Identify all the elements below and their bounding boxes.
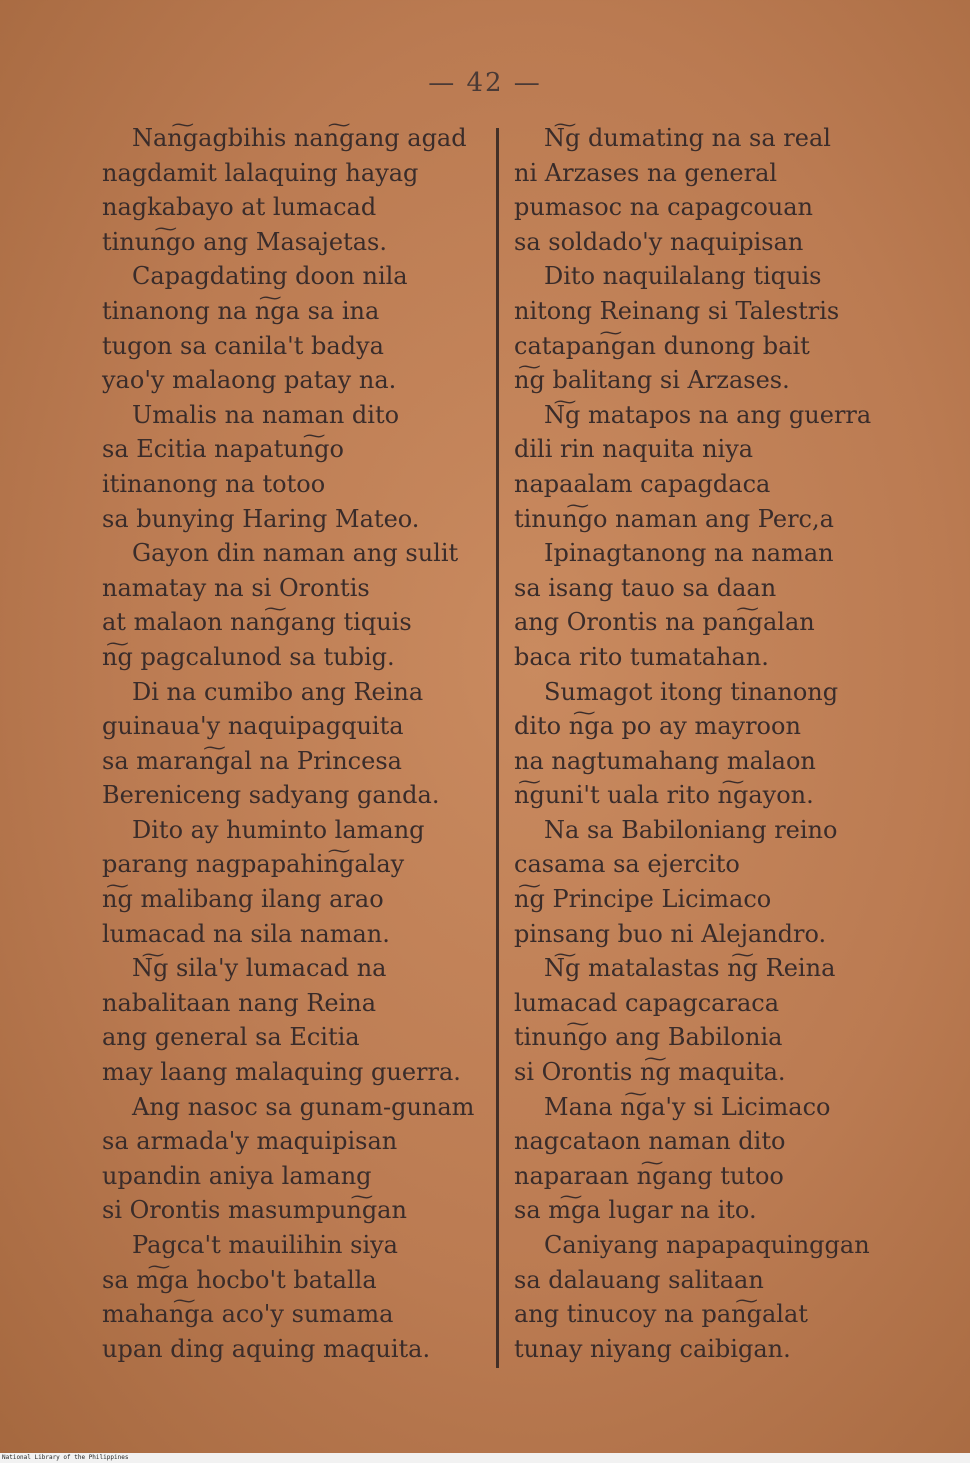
verse-line: Gayon din naman ang sulit: [132, 539, 459, 568]
verse-line: nagcataon naman dito: [514, 1127, 786, 1156]
verse-line: tugon sa canila't badya: [102, 331, 384, 360]
verse-line: nabalitaan nang Reina: [102, 988, 377, 1017]
verse-line: lumacad na sila naman.: [102, 919, 390, 948]
footer-credit: National Library of the Philippines: [0, 1453, 970, 1463]
column-divider: [496, 128, 499, 1368]
verse-line: tinun͠go ang Masajetas.: [102, 227, 387, 256]
verse-line: itinanong na totoo: [102, 469, 326, 498]
verse-line: sa maran͠gal na Princesa: [102, 746, 402, 775]
verse-line: n͠g pagcalunod sa tubig.: [102, 642, 395, 671]
verse-line: namatay na si Orontis: [102, 573, 370, 602]
verse-line: n͠guni't uala rito n͠gayon.: [514, 781, 814, 810]
verse-line: Dito naquilalang tiquis: [544, 262, 822, 291]
verse-line: ang Orontis na pan͠galan: [514, 608, 815, 637]
left-column: [102, 121, 482, 1366]
verse-line: tinun͠go naman ang Perc,a: [514, 504, 834, 533]
verse-line: dili rin naquita niya: [514, 435, 754, 464]
verse-line: sa bunying Haring Mateo.: [102, 504, 420, 533]
verse-line: ni Arzases na general: [514, 158, 778, 187]
verse-line: Na sa Babiloniang reino: [544, 815, 838, 844]
verse-line: Capagdating doon nila: [132, 262, 408, 291]
verse-line: Caniyang napapaquinggan: [544, 1231, 870, 1259]
verse-line: nagdamit lalaquing hayag: [102, 158, 419, 187]
verse-line: na nagtumahang malaon: [514, 746, 816, 775]
verse-line: sa armada'y maquipisan: [102, 1127, 398, 1156]
verse-line: yao'y malaong patay na.: [102, 366, 397, 395]
verse-line: casama sa ejercito: [514, 850, 740, 879]
verse-line: at malaon nan͠gang tiquis: [102, 608, 412, 637]
page-number: — 42 —: [428, 68, 542, 98]
verse-line: ang tinucoy na pan͠galat: [514, 1300, 808, 1329]
verse-line: sa Ecitia napatun͠go: [102, 435, 344, 464]
verse-line: sa soldado'y naquipisan: [514, 227, 804, 256]
verse-line: n͠g balitang si Arzases.: [514, 366, 790, 395]
verse-line: tinun͠go ang Babilonia: [514, 1023, 783, 1052]
verse-line: sa m͠ga hocbo't batalla: [102, 1265, 377, 1294]
verse-line: n͠g malibang ilang arao: [102, 885, 384, 914]
verse-line: N͠g dumating na sa real: [544, 124, 831, 152]
verse-line: si Orontis n͠g maquita.: [514, 1058, 786, 1087]
verse-line: nitong Reinang si Talestris: [514, 296, 840, 325]
verse-line: sa m͠ga lugar na ito.: [514, 1196, 757, 1225]
verse-line: Nan͠gagbihis nan͠gang agad: [132, 124, 467, 152]
verse-line: mahan͠ga aco'y sumama: [102, 1300, 394, 1329]
verse-line: tinanong na n͠ga sa ina: [102, 296, 380, 325]
verse-line: Pagca't mauilihin siya: [132, 1231, 398, 1259]
verse-line: N͠g matapos na ang guerra: [544, 400, 872, 429]
verse-line: si Orontis masumpun͠gan: [102, 1196, 407, 1225]
verse-line: catapan͠gan dunong bait: [514, 331, 810, 360]
verse-line: naparaan n͠gang tutoo: [514, 1161, 784, 1190]
verse-line: n͠g Principe Licimaco: [514, 885, 772, 914]
verse-line: N͠g sila'y lumacad na: [132, 954, 387, 983]
verse-line: may laang malaquing guerra.: [102, 1058, 461, 1087]
verse-line: nagkabayo at lumacad: [102, 193, 377, 222]
verse-line: N͠g matalastas n͠g Reina: [544, 954, 836, 983]
verse-line: napaalam capagdaca: [514, 469, 771, 498]
verse-line: sa isang tauo sa daan: [514, 573, 777, 602]
verse-line: sa dalauang salitaan: [514, 1265, 764, 1294]
verse-line: Bereniceng sadyang ganda.: [102, 781, 440, 810]
verse-line: Ang nasoc sa gunam-gunam: [132, 1092, 475, 1121]
verse-line: ang general sa Ecitia: [102, 1023, 360, 1052]
verse-line: tunay niyang caibigan.: [514, 1334, 791, 1363]
verse-line: upandin aniya lamang: [102, 1161, 372, 1190]
verse-line: pumasoc na capagcouan: [514, 193, 814, 222]
verse-line: Di na cumibo ang Reina: [132, 677, 424, 706]
verse-line: Mana n͠ga'y si Licimaco: [544, 1092, 831, 1121]
verse-line: Dito ay huminto lamang: [132, 815, 425, 844]
verse-line: Ipinagtanong na naman: [544, 539, 834, 568]
verse-line: upan ding aquing maquita.: [102, 1334, 431, 1363]
verse-line: pinsang buo ni Alejandro.: [514, 919, 827, 948]
verse-line: lumacad capagcaraca: [514, 988, 780, 1017]
verse-line: Umalis na naman dito: [132, 400, 400, 429]
verse-line: parang nagpapahin͠galay: [102, 850, 405, 879]
verse-line: Sumagot itong tinanong: [544, 677, 839, 706]
verse-line: dito n͠ga po ay mayroon: [514, 712, 801, 741]
verse-line: guinaua'y naquipagquita: [102, 712, 404, 741]
right-column: [514, 121, 894, 1366]
verse-line: baca rito tumatahan.: [514, 642, 769, 671]
